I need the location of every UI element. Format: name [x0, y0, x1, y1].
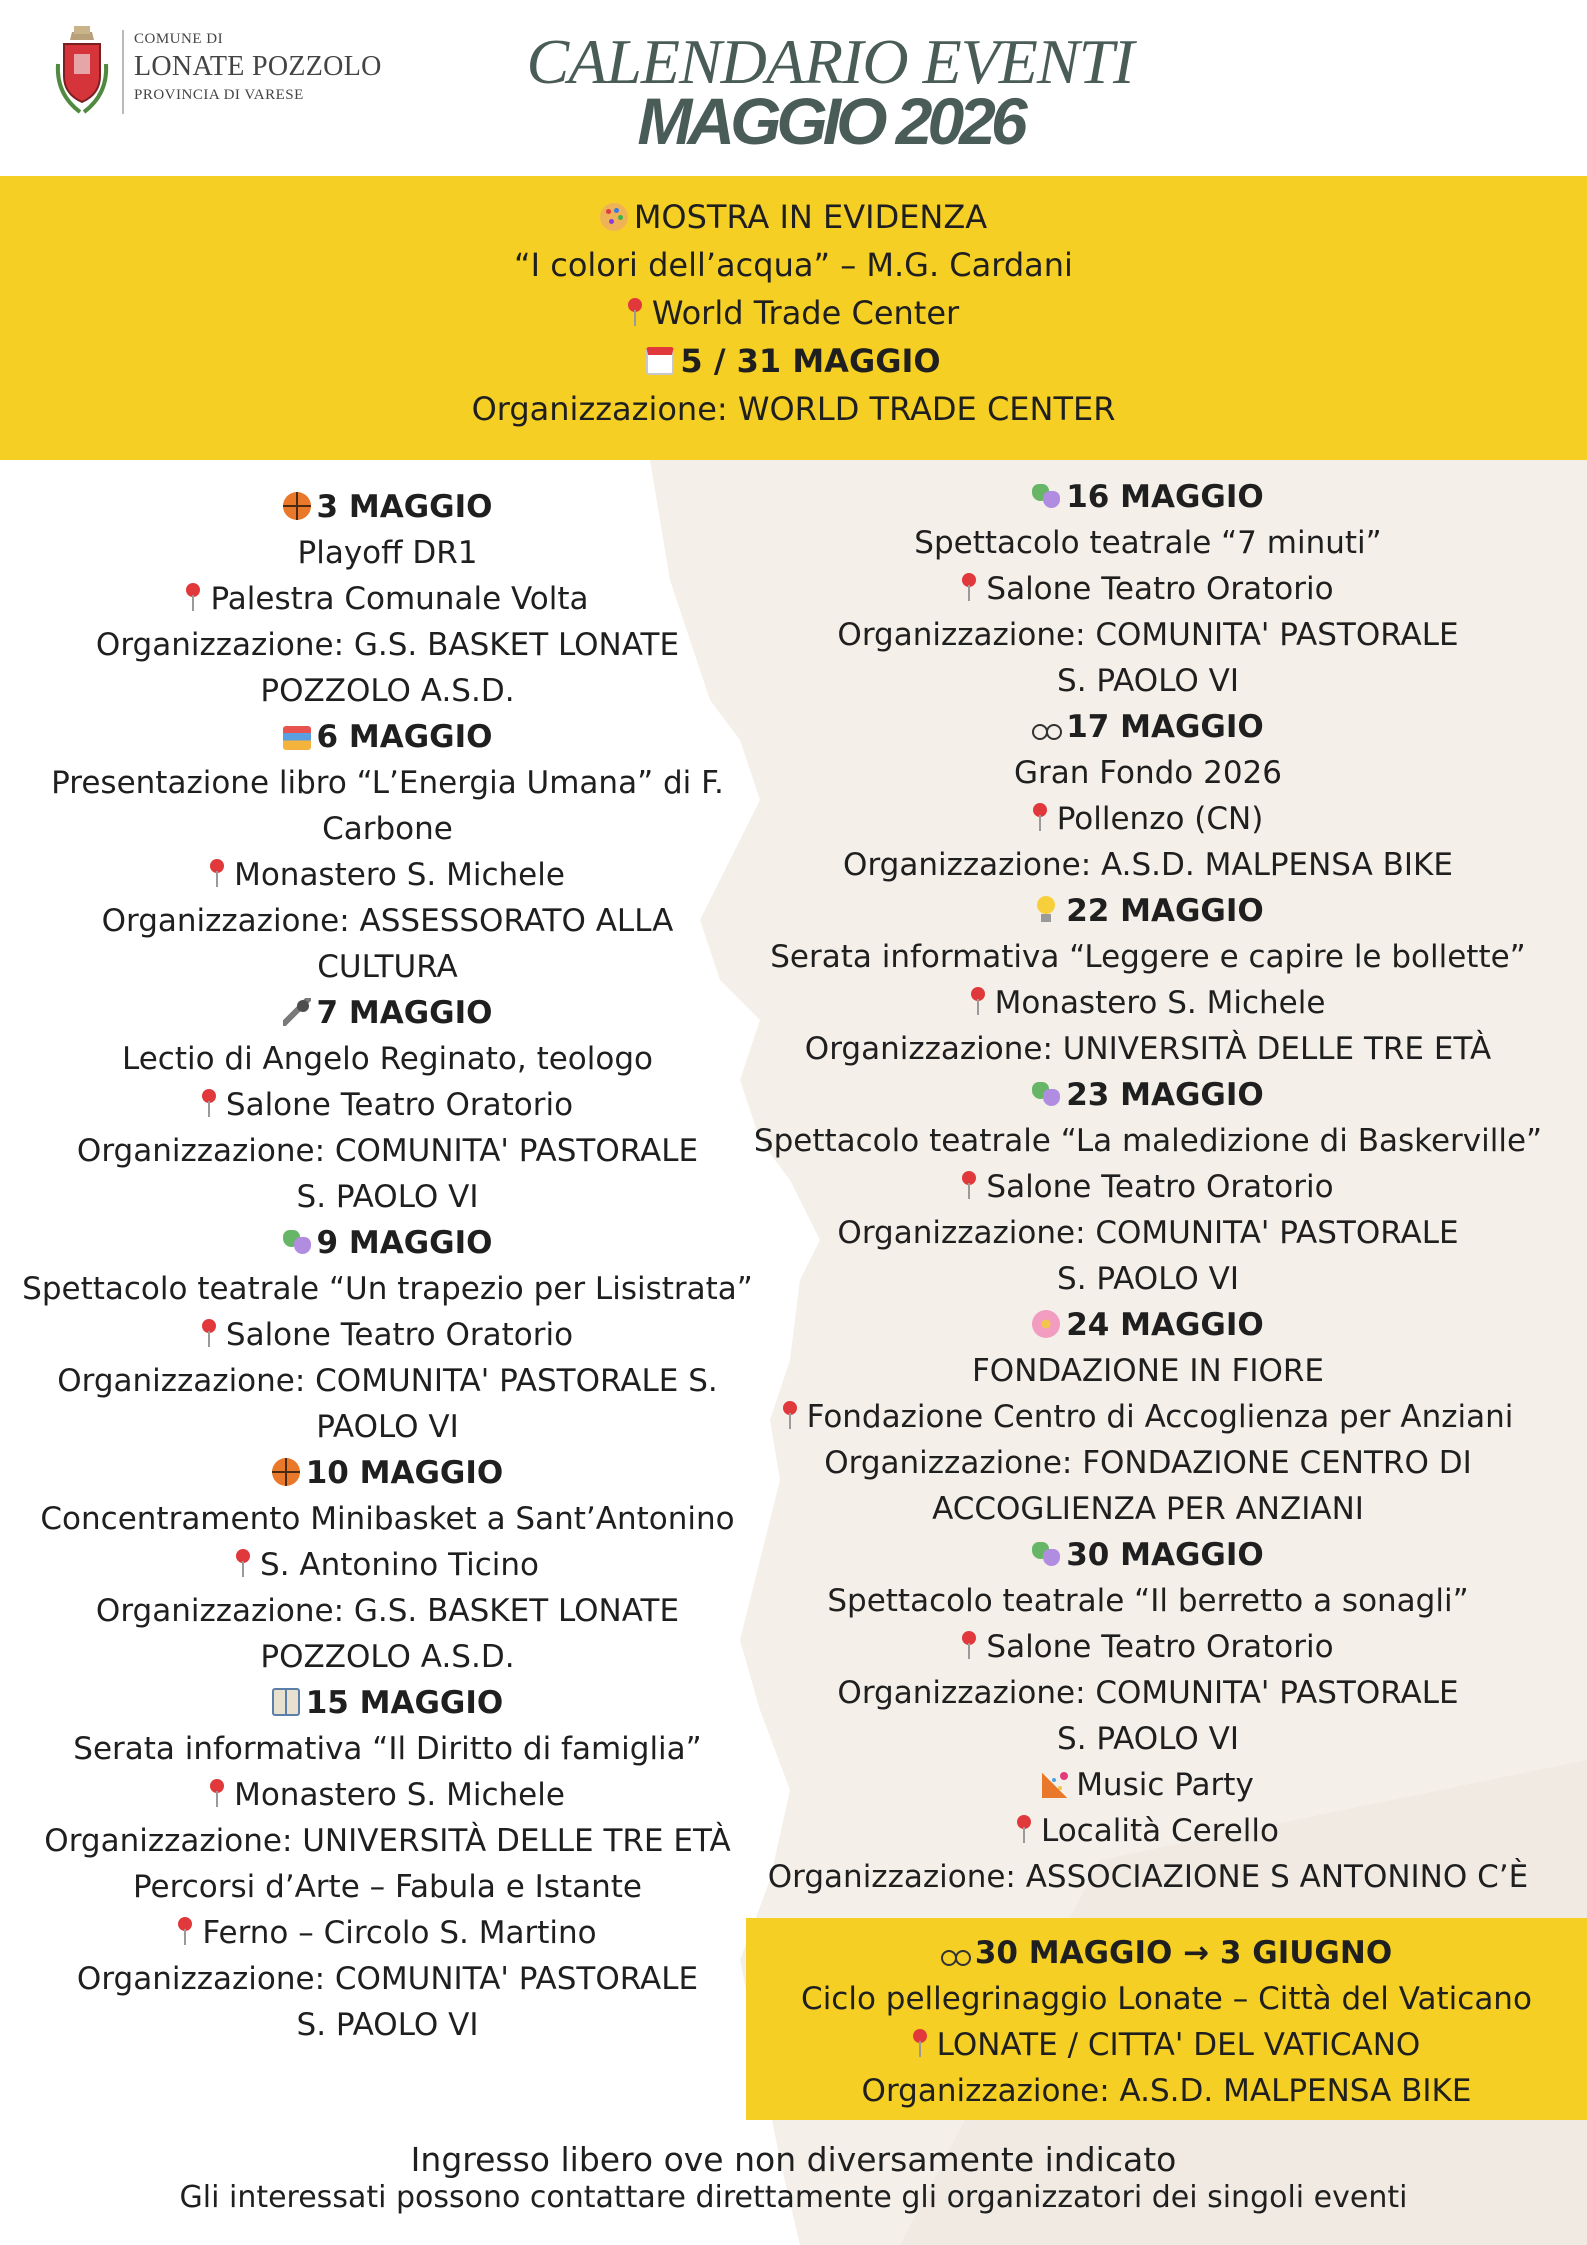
pin-icon	[210, 859, 224, 889]
pin-icon	[202, 1319, 216, 1349]
cyclist-icon	[1032, 712, 1060, 740]
pin-icon	[178, 1917, 192, 1947]
event-date: 16 MAGGIO	[748, 474, 1548, 520]
party-popper-icon	[1042, 1770, 1070, 1798]
basketball-icon	[272, 1458, 300, 1486]
pin-icon	[1017, 1815, 1031, 1845]
pin-icon	[783, 1401, 797, 1431]
extra-event-date: 30 MAGGIO → 3 GIUGNO	[746, 1930, 1587, 1976]
pin-icon	[186, 583, 200, 613]
event-organizer: Organizzazione: COMUNITA' PASTORALE S. PAOLO VI	[837, 1215, 1459, 1297]
highlighted-event	[746, 1918, 1587, 2120]
event-organizer: Organizzazione: ASSESSORATO ALLA CULTURA	[101, 903, 674, 985]
light-bulb-icon	[1032, 896, 1060, 924]
right-column	[748, 474, 1548, 1900]
pin-icon	[202, 1089, 216, 1119]
event-title: Spettacolo teatrale “7 minuti”	[914, 525, 1382, 561]
event-title: Lectio di Angelo Reginato, teologo	[121, 1041, 653, 1077]
event-place: Fondazione Centro di Accoglienza per Anziani	[748, 1394, 1548, 1440]
province-label: PROVINCIA DI VARESE	[134, 87, 304, 103]
event-item	[0, 1680, 775, 1864]
flower-icon	[1032, 1310, 1060, 1338]
event-organizer: Organizzazione: COMUNITA' PASTORALE S. PAOLO VI	[837, 1675, 1459, 1757]
event-item	[748, 1072, 1548, 1302]
extra-event-place: LONATE / CITTA' DEL VATICANO	[746, 2022, 1587, 2068]
event-date: 6 MAGGIO	[0, 714, 775, 760]
theater-masks-icon	[1032, 482, 1060, 510]
page-title	[500, 26, 1160, 158]
pin-icon	[971, 987, 985, 1017]
extra-event-organizer: Organizzazione: A.S.D. MALPENSA BIKE	[861, 2073, 1472, 2109]
event-item	[0, 990, 775, 1220]
basketball-icon	[283, 492, 311, 520]
event-item	[748, 474, 1548, 704]
event-place: Salone Teatro Oratorio	[748, 1164, 1548, 1210]
event-title: Serata informativa “Il Diritto di famiglia”	[73, 1731, 702, 1767]
featured-heading: MOSTRA IN EVIDENZA	[0, 193, 1587, 241]
event-place: S. Antonino Ticino	[0, 1542, 775, 1588]
pin-icon	[236, 1549, 250, 1579]
theater-masks-icon	[283, 1228, 311, 1256]
event-title: Serata informativa “Leggere e capire le bollette”	[770, 939, 1526, 975]
event-title: Spettacolo teatrale “La maledizione di Baskerville”	[753, 1123, 1543, 1159]
event-date: 3 MAGGIO	[0, 484, 775, 530]
event-date: 24 MAGGIO	[748, 1302, 1548, 1348]
event-place: Salone Teatro Oratorio	[748, 566, 1548, 612]
pin-icon	[962, 573, 976, 603]
theater-masks-icon	[1032, 1080, 1060, 1108]
featured-exhibition	[0, 176, 1587, 460]
title-line-2: MAGGIO 2026	[637, 84, 1023, 158]
microphone-icon	[283, 998, 311, 1026]
featured-place: World Trade Center	[0, 289, 1587, 337]
event-organizer: Organizzazione: COMUNITA' PASTORALE S. PAOLO VI	[76, 1133, 699, 1215]
footer-note-2: Gli interessati possono contattare direttamente gli organizzatori dei singoli eventi	[179, 2180, 1408, 2215]
footer-note-1: Ingresso libero ove non diversamente indicato	[410, 2140, 1177, 2179]
event-title: Gran Fondo 2026	[1014, 755, 1282, 791]
event-organizer: Organizzazione: FONDAZIONE CENTRO DI ACCOGLIENZA PER ANZIANI	[824, 1445, 1472, 1527]
event-place: Pollenzo (CN)	[748, 796, 1548, 842]
event-date: 9 MAGGIO	[0, 1220, 775, 1266]
logo-divider	[122, 30, 124, 114]
event-place: Palestra Comunale Volta	[0, 576, 775, 622]
pin-icon	[913, 2029, 927, 2059]
comune-label: COMUNE DI	[134, 31, 224, 47]
event-item	[0, 1220, 775, 1450]
event-item	[748, 1302, 1548, 1532]
featured-organizer: Organizzazione: WORLD TRADE CENTER	[471, 390, 1116, 428]
event-item	[0, 484, 775, 714]
left-column	[0, 484, 775, 2048]
event-place: Salone Teatro Oratorio	[0, 1312, 775, 1358]
event-organizer: Organizzazione: A.S.D. MALPENSA BIKE	[843, 847, 1453, 883]
palette-icon	[600, 203, 628, 231]
pin-icon	[210, 1779, 224, 1809]
event-item	[748, 888, 1548, 1072]
event-title: Spettacolo teatrale “Il berretto a sonagli”	[827, 1583, 1469, 1619]
pin-icon	[962, 1171, 976, 1201]
event-place: Località Cerello	[748, 1808, 1548, 1854]
cyclist-icon	[941, 1938, 969, 1966]
event-place: Ferno – Circolo S. Martino	[0, 1910, 775, 1956]
event-title: Percorsi d’Arte – Fabula e Istante	[132, 1869, 643, 1905]
event-date: 10 MAGGIO	[0, 1450, 775, 1496]
event-title: Music Party	[748, 1762, 1548, 1808]
pin-icon	[1033, 803, 1047, 833]
event-organizer: Organizzazione: G.S. BASKET LONATE POZZOLO A.S.D.	[95, 1593, 680, 1675]
event-date: 7 MAGGIO	[0, 990, 775, 1036]
event-place: Monastero S. Michele	[0, 1772, 775, 1818]
event-place: Salone Teatro Oratorio	[748, 1624, 1548, 1670]
comune-name: LONATE POZZOLO	[134, 51, 382, 82]
pin-icon	[962, 1631, 976, 1661]
event-place: Salone Teatro Oratorio	[0, 1082, 775, 1128]
event-title: Concentramento Minibasket a Sant’Antonino	[40, 1501, 735, 1537]
event-organizer: Organizzazione: UNIVERSITÀ DELLE TRE ETÀ	[44, 1823, 731, 1859]
featured-dates: 5 / 31 MAGGIO	[0, 337, 1587, 385]
event-date: 15 MAGGIO	[0, 1680, 775, 1726]
event-organizer: Organizzazione: COMUNITA' PASTORALE S. PAOLO VI	[76, 1961, 699, 2043]
event-date: 30 MAGGIO	[748, 1532, 1548, 1578]
title-line-1: CALENDARIO EVENTI	[526, 26, 1134, 97]
extra-event-title: Ciclo pellegrinaggio Lonate – Città del Vaticano	[801, 1981, 1532, 2017]
event-item	[748, 1762, 1548, 1900]
event-date: 22 MAGGIO	[748, 888, 1548, 934]
pin-icon	[628, 298, 642, 328]
event-title: Spettacolo teatrale “Un trapezio per Lisistrata”	[22, 1271, 753, 1307]
event-organizer: Organizzazione: G.S. BASKET LONATE POZZOLO A.S.D.	[95, 627, 680, 709]
event-place: Monastero S. Michele	[748, 980, 1548, 1026]
municipality-logo	[52, 24, 392, 120]
event-place: Monastero S. Michele	[0, 852, 775, 898]
event-organizer: Organizzazione: COMUNITA' PASTORALE S. PAOLO VI	[837, 617, 1459, 699]
event-organizer: Organizzazione: COMUNITA' PASTORALE S. PAOLO VI	[57, 1363, 718, 1445]
books-icon	[283, 726, 311, 750]
event-item	[0, 1864, 775, 2048]
coat-of-arms-icon	[52, 24, 112, 120]
event-organizer: Organizzazione: ASSOCIAZIONE S ANTONINO C’È	[767, 1859, 1529, 1895]
event-item	[0, 1450, 775, 1680]
event-title: FONDAZIONE IN FIORE	[971, 1353, 1325, 1389]
event-item	[748, 704, 1548, 888]
event-title: Presentazione libro “L’Energia Umana” di F. Carbone	[51, 765, 724, 847]
open-book-icon	[272, 1688, 300, 1716]
theater-masks-icon	[1032, 1540, 1060, 1568]
event-date: 23 MAGGIO	[748, 1072, 1548, 1118]
event-title: Playoff DR1	[297, 535, 478, 571]
calendar-icon	[646, 347, 674, 375]
event-organizer: Organizzazione: UNIVERSITÀ DELLE TRE ETÀ	[804, 1031, 1492, 1067]
event-date: 17 MAGGIO	[748, 704, 1548, 750]
event-item	[748, 1532, 1548, 1762]
featured-title: “I colori dell’acqua” – M.G. Cardani	[514, 246, 1073, 284]
footer	[0, 2140, 1587, 2216]
event-item	[0, 714, 775, 990]
